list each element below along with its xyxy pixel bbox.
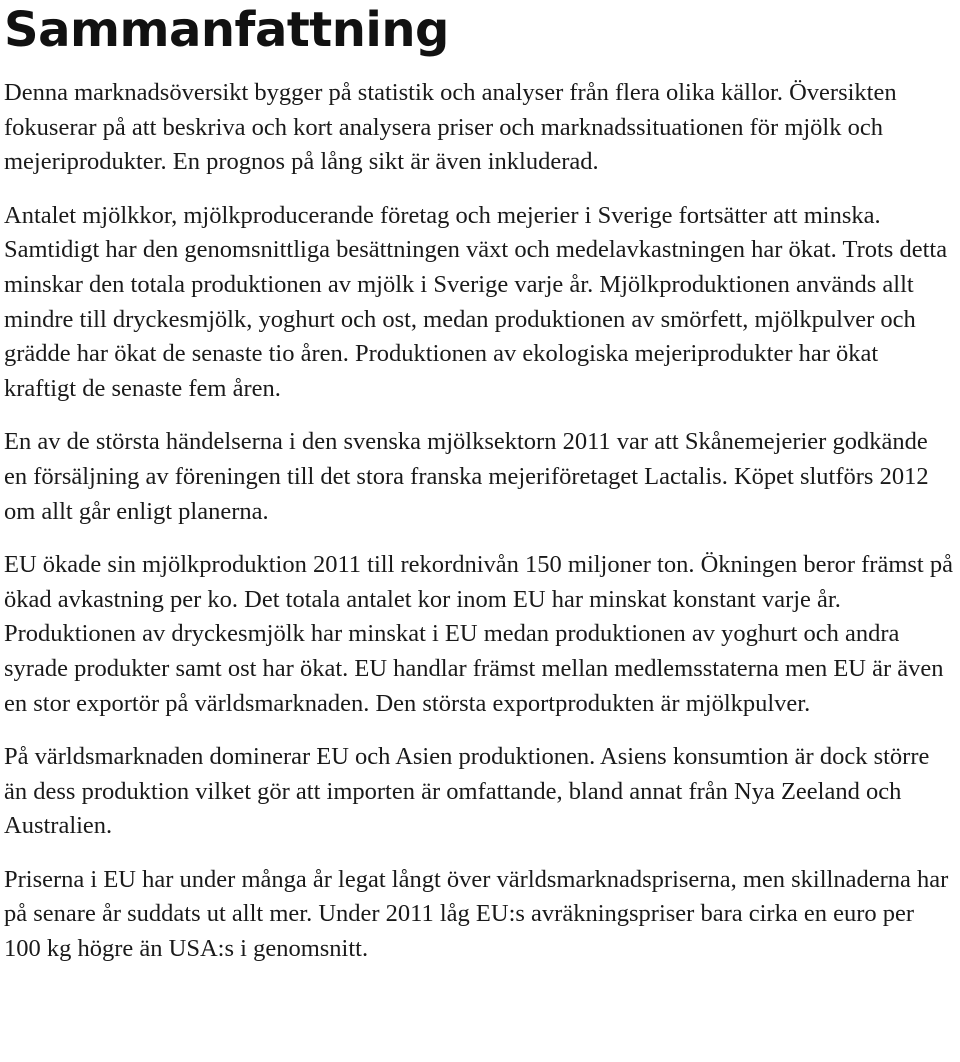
paragraph-eu-production: EU ökade sin mjölkproduktion 2011 till rekordnivån 150 miljoner ton. Ökningen beror främst på ökad avkastning per ko. Det totala antalet kor inom EU har minskat konstant varje år. Produktionen av dryckesmjölk har minskat i EU medan produktionen av yoghurt och andra syrade produkter samt ost har ökat. EU handlar främst mellan medlemsstaterna men EU är även en stor exportör på världsmarknaden. Den största exportprodukten är mjölkpulver. bbox=[4, 551, 953, 717]
paragraph-spacer bbox=[4, 529, 954, 548]
paragraph-intro: Denna marknadsöversikt bygger på statistik och analyser från flera olika källor. Översikten fokuserar på att beskriva och kort analysera priser och marknadssituationen för mjölk och mejeriprodukter. En prognos på lång sikt är även inkluderad. bbox=[4, 79, 897, 176]
paragraph-skanemejerier: En av de största händelserna i den svenska mjölksektorn 2011 var att Skånemejerier godkände en försäljning av föreningen till det stora franska mejeriföretaget Lactalis. Köpet slutförs 2012 om allt går enligt planerna. bbox=[4, 428, 929, 525]
paragraph-world-market: På världsmarknaden dominerar EU och Asien produktionen. Asiens konsumtion är dock större än dess produktion vilket gör att importen är omfattande, bland annat från Nya Zeeland och Australien. bbox=[4, 743, 930, 840]
paragraph-spacer bbox=[4, 844, 954, 863]
paragraph-spacer bbox=[4, 406, 954, 425]
paragraph-prices: Priserna i EU har under många år legat långt över världsmarknadspriserna, men skillnaderna har på senare år suddats ut allt mer. Under 2011 låg EU:s avräkningspriser bara cirka en euro per 100 kg högre än USA:s i genomsnitt. bbox=[4, 865, 949, 963]
page-title: Sammanfattning bbox=[4, 2, 449, 58]
paragraph-spacer bbox=[4, 180, 954, 199]
paragraph-spacer bbox=[4, 721, 954, 740]
paragraph-sweden-production: Antalet mjölkkor, mjölkproducerande företag och mejerier i Sverige fortsätter att minska. Samtidigt har den genomsnittliga besättningen växt och medelavkastningen har ökat. Trots detta minskar den totala produktionen av mjölk i Sverige varje år. Mjölkproduktionen används allt mindre till dryckesmjölk, yoghurt och ost, medan produktionen av smörfett, mjölkpulver och grädde har ökat de senaste tio åren. Produktionen av ekologiska mejeriprodukter har ökat kraftigt de senaste fem åren. bbox=[4, 201, 948, 402]
summary-body bbox=[4, 76, 954, 967]
